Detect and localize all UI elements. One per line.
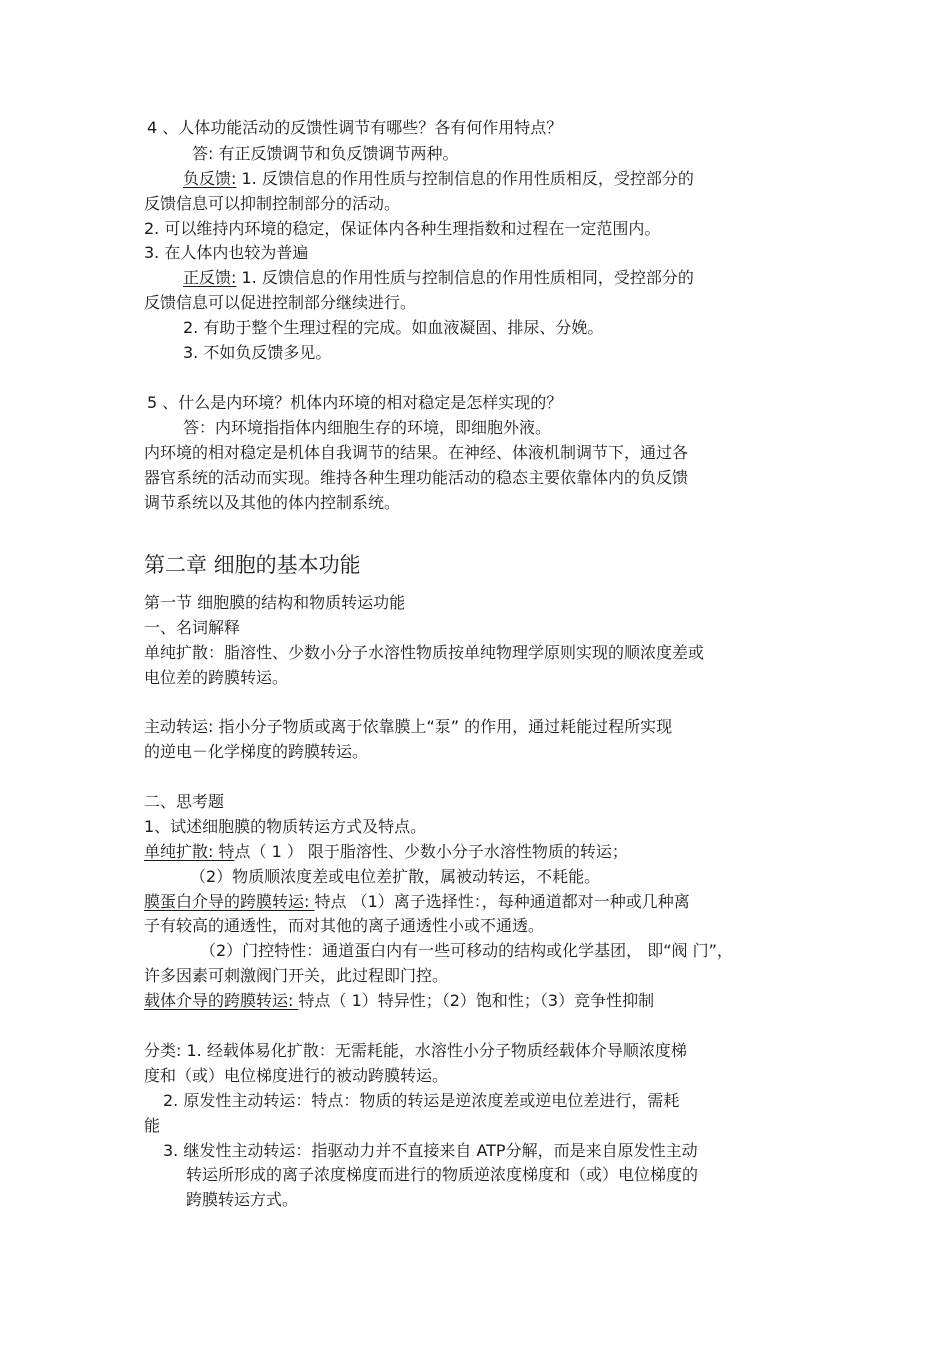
channel-transport-line-2: 子有较高的通透性，而对其他的离子通透性小或不通透。: [144, 916, 545, 935]
term-active-transport-a: 主动转运: 指小分子物质或离于依靠膜上“泵” 的作用，通过耗能过程所实现: [144, 717, 673, 736]
term-active-transport-b: 的逆电－化学梯度的跨膜转运。: [144, 742, 369, 761]
term-simple-diffusion-a: 单纯扩散：脂溶性、少数小分子水溶性物质按单纯物理学原则实现的顺浓度差或: [144, 643, 705, 662]
part-heading-terms: 一、名词解释: [144, 618, 241, 637]
section-title: 第一节 细胞膜的结构和物质转运功能: [144, 593, 406, 612]
channel-gating-line-1: （2）门控特性：通道蛋白内有一些可移动的结构或化学基团， 即“阀 门”，: [200, 941, 733, 960]
negative-feedback-label: 负反馈:: [183, 169, 237, 188]
question-5: 5 、什么是内环境？机体内环境的相对稳定是怎样实现的？: [147, 393, 563, 412]
classification-1b: 度和（或）电位梯度进行的被动跨膜转运。: [144, 1066, 449, 1085]
negative-feedback-point-2: 2. 可以维持内环境的稳定，保证体内各种生理指数和过程在一定范围内。: [144, 219, 661, 238]
channel-transport-label: 膜蛋白介导的跨膜转运:: [144, 892, 315, 911]
classification-3b: 转运所形成的离子浓度梯度而进行的物质逆浓度梯度和（或）电位梯度的: [186, 1165, 699, 1184]
simple-diffusion-line-2: （2）物质顺浓度差或电位差扩散，属被动转运，不耗能。: [190, 867, 601, 886]
classification-3a: 3. 继发性主动转运：指驱动力并不直接来自 ATP分解，而是来自原发性主动: [163, 1141, 698, 1160]
answer-5-line-2: 器官系统的活动而实现。维持各种生理功能活动的稳态主要依靠体内的负反馈: [144, 468, 689, 487]
simple-diffusion-label: 单纯扩散: 特: [144, 842, 235, 861]
classification-1a: 分类: 1. 经载体易化扩散：无需耗能，水溶性小分子物质经载体介导顺浓度梯: [144, 1041, 687, 1060]
positive-feedback-line-1b: 反馈信息可以促进控制部分继续进行。: [144, 293, 417, 312]
part-heading-questions: 二、思考题: [144, 792, 225, 811]
channel-transport-line-1: 膜蛋白介导的跨膜转运: 特点 （1）离子选择性：，每种通道都对一种或几种离: [144, 892, 690, 911]
channel-gating-line-2: 许多因素可刺激阀门开关，此过程即门控。: [144, 966, 449, 985]
answer-5-line-3: 调节系统以及其他的体内控制系统。: [144, 493, 401, 512]
negative-feedback-line-1b: 反馈信息可以抑制控制部分的活动。: [144, 194, 401, 213]
simple-diffusion-line-1: 单纯扩散: 特点（ 1 ） 限于脂溶性、少数小分子水溶性物质的转运；: [144, 842, 628, 861]
answer-5-line-1: 内环境的相对稳定是机体自我调节的结果。在神经、体液机制调节下，通过各: [144, 443, 689, 462]
carrier-transport-line: 载体介导的跨膜转运: 特点（ 1）特异性；（2）饱和性；（3）竞争性抑制: [144, 991, 655, 1010]
positive-feedback-label: 正反馈:: [183, 268, 237, 287]
negative-feedback-line-1: 负反馈: 1. 反馈信息的作用性质与控制信息的作用性质相反，受控部分的: [183, 169, 694, 188]
negative-feedback-point-3: 3. 在人体内也较为普遍: [144, 243, 309, 262]
classification-2b: 能: [144, 1116, 161, 1135]
term-simple-diffusion-b: 电位差的跨膜转运。: [144, 668, 289, 687]
positive-feedback-point-2: 2. 有助于整个生理过程的完成。如血液凝固、排尿、分娩。: [183, 318, 604, 337]
answer-4: 答: 有正反馈调节和负反馈调节两种。: [192, 144, 459, 163]
question-4: 4 、人体功能活动的反馈性调节有哪些？各有何作用特点？: [147, 118, 563, 137]
positive-feedback-line-1: 正反馈: 1. 反馈信息的作用性质与控制信息的作用性质相同，受控部分的: [183, 268, 694, 287]
classification-2a: 2. 原发性主动转运：特点：物质的转运是逆浓度差或逆电位差进行，需耗: [163, 1091, 680, 1110]
carrier-transport-label: 载体介导的跨膜转运:: [144, 991, 299, 1010]
chapter-title: 第二章 细胞的基本功能: [144, 553, 361, 577]
answer-5: 答：内环境指指体内细胞生存的环境，即细胞外液。: [183, 418, 552, 437]
positive-feedback-point-3: 3. 不如负反馈多见。: [183, 343, 332, 362]
classification-3c: 跨膜转运方式。: [186, 1190, 299, 1209]
thinking-question-1: 1、试述细胞膜的物质转运方式及特点。: [144, 817, 427, 836]
